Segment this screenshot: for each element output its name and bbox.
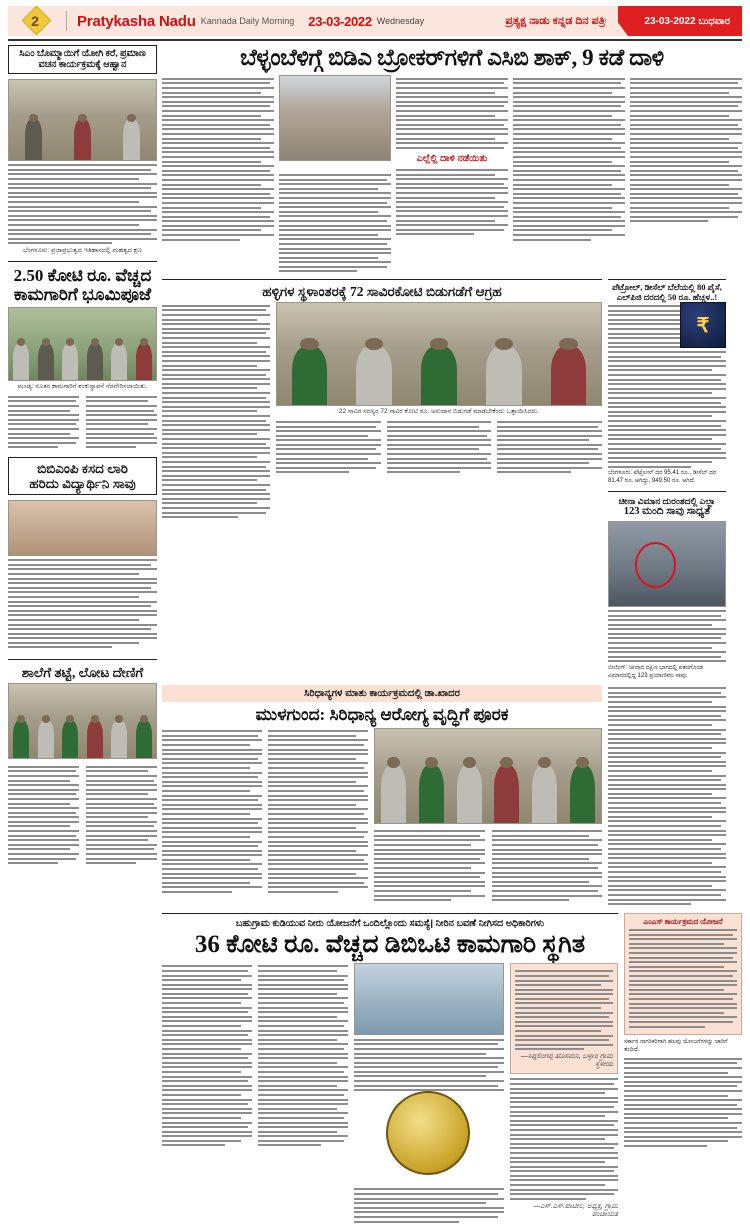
center-column [162, 279, 602, 681]
left-story-2-body [8, 393, 157, 451]
bottom-story-headline: 36 ಕೋಟಿ ರೂ. ವೆಚ್ಚದ ಡಿಬಿಒಟಿ ಕಾಮಗಾರಿ ಸ್ಥಗಿತ [194, 930, 586, 958]
middle-band [162, 279, 742, 681]
rupee-icon: ₹ [680, 302, 726, 348]
right-story-1-headline-1: ಪೆಟ್ರೋಲ್, ಡೀಸೆಲ್ ಬೆಲೆಯಲ್ಲಿ 80 ಪೈಸೆ, [608, 279, 726, 293]
right-story-2-caption: ಬೀಜಿಂಗ್: ಚೀನಾದ ದಕ್ಷಿಣ ಭಾಗದಲ್ಲಿ ಪತನಗೊಂಡ ವಿಮಾನದಲ್ಲಿದ್ದ 123 ಪ್ರಯಾಣಿಕರು ಸಾವು. [608, 665, 703, 679]
center-story-2-caption: 22 ಸಾವಿರ ಸದಸ್ಯರ 72 ಸಾವಿರ ಕೋಟಿ ರೂ. ಅನುದಾನ ಬಿಡುಗಡೆ ಮಾಡಬೇಕೆಂದು ಒತ್ತಾಯಿಸಿದರು. [338, 408, 540, 416]
left-story-2-caption: ಮಂಡ್ಯ: ನೂತನ ಕಾಮಗಾರಿಗೆ ಶಂಕುಸ್ಥಾಪನೆ ನೆರವೇರಿಸಲಾಯಿತು. [17, 383, 148, 391]
page-number: 2 [31, 13, 39, 29]
left-story-2-photo [8, 307, 157, 381]
main-story-body [162, 75, 742, 275]
left-story-4-body [8, 763, 157, 867]
center-lower [162, 685, 602, 908]
left-story-2-headline-2: ಕಾಮಗಾರಿಗೆ ಭೂಮಿಪೂಜೆ [13, 285, 152, 305]
bottom-quote-attribution-2: —ಎಸ್.ಎಸ್.ಪಾಟೀಲ, ಅಧ್ಯಕ್ಷ, ಗ್ರಾಮ ಪಂಚಾಯತ [533, 1202, 618, 1218]
masthead [8, 6, 742, 36]
right-story-2-headline-1: ಚೀನಾ ವಿಮಾನ ದುರಂತದಲ್ಲಿ ಎಲ್ಲಾ [608, 491, 726, 506]
header-date: 23-03-2022 [308, 13, 372, 29]
left-story-1-body [8, 164, 157, 244]
left-story-1 [8, 45, 157, 74]
center-story-2-photo [276, 302, 602, 406]
right-bottom-box [624, 913, 742, 1225]
center-story-2-headline: ಹಳ್ಳಿಗಳ ಸ್ಥಳಾಂತರಕ್ಕೆ 72 ಸಾವಿರಕೋಟಿ ಬಿಡುಗಡೆಗೆ ಆಗ್ರಹ [162, 279, 602, 299]
bottom-band [162, 913, 742, 1225]
bottom-quote-attribution: —ಸಿದ್ದಲಿಂಗಪ್ಪ ಹೊಸಮನಿ, ಬಳ್ಳಾರಿ ಗ್ರಾಮ ಸ್ಥಳೀಯ [520, 1053, 613, 1069]
left-story-1-headline: ಸಿಎಂ ಬೊಮ್ಮಾಯಿಗೆ ಯೋಗಿ ಕರೆ, ಪ್ರಮಾಣ ವಚನ ಕಾರ್ಯಕ್ರಮಕ್ಕೆ ಆಹ್ವಾನ [19, 49, 146, 70]
left-story-4-photo [8, 683, 157, 759]
center-story-3-photo [374, 728, 602, 824]
content-grid [8, 45, 742, 1218]
right-bottom-pink [624, 913, 742, 1035]
right-story-2-photo [608, 521, 726, 607]
right-lower [608, 685, 726, 908]
left-story-3 [8, 457, 157, 495]
brand-name: Pratykasha Nadu [77, 12, 196, 30]
main-story-subheading: ಎಲ್ಲೆಲ್ಲಿ ದಾಳಿ ನಡೆಯಿತು [416, 153, 488, 165]
kannada-masthead-title: ಪ್ರತ್ಯಕ್ಷ ನಾಡು ಕನ್ನಡ ದಿನ ಪತ್ರಿಕೆ [505, 14, 611, 27]
right-story-1-headline-2: ಎಲ್‌ಪಿಜಿ ದರದಲ್ಲಿ 50 ರೂ. ಹೆಚ್ಚಳ..! [616, 291, 718, 302]
left-story-3-headline-2: ಹರಿದು ವಿದ್ಯಾರ್ಥಿನಿ ಸಾವು [29, 476, 136, 492]
right-area [162, 45, 742, 1218]
bottom-story-kicker: ಬಹುಗ್ರಾಮ ಕುಡಿಯುವ ನೀರು ಯೋಜನೆಗೆ ಒಂದಿಲ್ಲೊಂದು ಸಮಸ್ಯೆ| ನೀರಿನ ಬವಣೆ ನೀಗಿಸದ ಅಧಿಕಾರಿಗಳು [162, 913, 618, 931]
left-column [8, 45, 157, 1140]
right-lower-body [608, 687, 726, 905]
coin-graphic-icon [386, 1091, 470, 1175]
highlight-circle-icon [635, 542, 677, 588]
header-divider [66, 11, 67, 31]
left-story-2-headline-1: 2.50 ಕೋಟಿ ರೂ. ವೆಚ್ಚದ [8, 261, 157, 285]
left-story-4-headline: ಶಾಲೆಗೆ ತಟ್ಟೆ, ಲೋಟ ದೇಣಿಗೆ [8, 659, 157, 680]
brand-subtitle: Kannada Daily Morning [200, 16, 295, 26]
main-headline: ಬೆಳ್ಳಂಬೆಳಿಗ್ಗೆ ಬಿಡಿಎ ಬ್ರೋಕರ್‌ಗಳಿಗೆ ಎಸಿಬಿ ಶಾಕ್, 9 ಕಡೆ ದಾಳಿ [240, 45, 664, 70]
left-story-1-caption: ಬೆಂಗಳೂರು: ಪ್ರಜಾಪ್ರಭುತ್ವದ ಇತಿಹಾಸದಲ್ಲಿ ಮಹತ್ವದ ಕ್ಷಣ [23, 246, 142, 254]
left-story-1-photo [8, 79, 157, 161]
main-story-photo-caption [279, 163, 391, 171]
left-story-3-headline-1: ಬಿಬಿಎಂಪಿ ಕಸದ ಲಾರಿ [37, 460, 128, 476]
center-story-3-headline: ಮುಳಗುಂದ: ಸಿರಿಧಾನ್ಯ ಆರೋಗ್ಯ ವೃದ್ಧಿಗೆ ಪೂರಕ [255, 704, 509, 724]
bottom-story-photo [354, 963, 504, 1035]
right-story-2-body [608, 610, 726, 663]
date-banner: 23-03-2022 ಬುಧವಾರ [618, 6, 742, 36]
right-story-3-body: ಸರ್ಕಾರ ನಾಗರಿಕರಿಗಾಗಿ ಹಲವು ಯೋಜನೆಗಳನ್ನು ಜಾರಿಗೆ ತಂದಿದೆ. [624, 1039, 728, 1053]
left-story-3-body [8, 559, 157, 648]
right-story-2-headline-2: 123 ಮಂದಿ ಸಾವು ಸಾಧ್ಯತೆ [623, 506, 711, 518]
header-rule [8, 39, 742, 41]
page-number-badge [22, 8, 56, 34]
bottom-quote-box [510, 963, 618, 1075]
right-story-3-headline: ಎಂಎಸ್ ಕಾರ್ಯಕ್ರಮದ ಯೋಜನೆ [643, 916, 723, 926]
bottom-story [162, 913, 618, 1225]
right-story-1-detail: ಬೆಂಗಳೂರು: ಪೆಟ್ರೋಲ್ ದರ 95.41 ರೂ., ಡೀಸೆಲ್ ದರ 81.47 ರೂ. ಆಗಿದ್ದು, 949.50 ರೂ. ಆಗಿದೆ. [608, 470, 717, 485]
center-story-3-kicker: ಸಿರಿಧಾನ್ಯಗಳ ಮಾತು ಕಾರ್ಯಕ್ರಮದಲ್ಲಿ ಡಾ.ಖಾದರ [162, 685, 602, 702]
right-column [608, 279, 726, 681]
left-story-3-photo [8, 500, 157, 556]
main-story-photo [279, 75, 391, 161]
header-day: Wednesday [376, 16, 425, 26]
lower-band [162, 685, 742, 908]
